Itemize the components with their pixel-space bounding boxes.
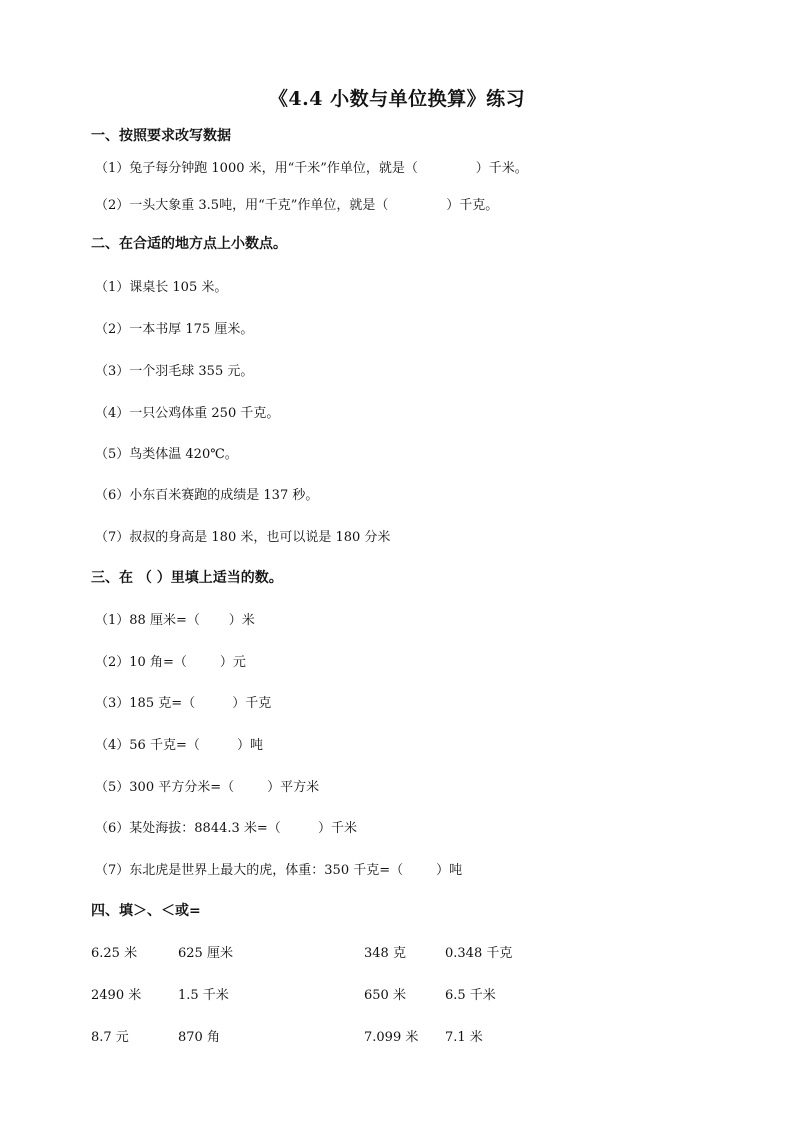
compare-r3-d: 7.1 米	[445, 1030, 483, 1045]
section-2-item-3: （3）一个羽毛球 355 元。	[95, 364, 254, 379]
section-3-item-7: （7）东北虎是世界上最大的虎，体重：350 千克=（ ）吨	[95, 863, 463, 878]
section-2-item-1: （1）课桌长 105 米。	[95, 280, 228, 295]
compare-r1-b: 625 厘米	[178, 946, 233, 961]
section-2-heading: 二、在合适的地方点上小数点。	[91, 236, 287, 252]
section-2-item-5: （5）鸟类体温 420℃。	[95, 447, 238, 462]
section-4-heading: 四、填＞、＜或=	[91, 903, 201, 919]
compare-r3-b: 870 角	[178, 1030, 220, 1045]
compare-r2-c: 650 米	[364, 988, 406, 1003]
section-3-item-4: （4）56 千克=（ ）吨	[95, 738, 264, 753]
section-2-item-2: （2）一本书厚 175 厘米。	[95, 322, 254, 337]
section-3-item-6: （6）某处海拔：8844.3 米=（ ）千米	[95, 821, 357, 836]
section-3-item-3: （3）185 克=（ ）千克	[95, 696, 272, 711]
compare-r2-d: 6.5 千米	[445, 988, 496, 1003]
section-3-item-2: （2）10 角=（ ）元	[95, 655, 246, 670]
section-3-item-1: （1）88 厘米=（ ）米	[95, 613, 255, 628]
section-2-item-4: （4）一只公鸡体重 250 千克。	[95, 406, 280, 421]
section-3-heading: 三、在 （ ）里填上适当的数。	[91, 570, 283, 586]
compare-r3-c: 7.099 米	[364, 1030, 419, 1045]
section-1-heading: 一、按照要求改写数据	[91, 128, 231, 144]
compare-r2-b: 1.5 千米	[178, 988, 229, 1003]
section-2-item-7: （7）叔叔的身高是 180 米，也可以说是 180 分米	[95, 530, 391, 545]
compare-r1-a: 6.25 米	[91, 946, 138, 961]
section-1-item-1: （1）兔子每分钟跑 1000 米，用“千米”作单位，就是（ ）千米。	[95, 161, 528, 176]
compare-r3-a: 8.7 元	[91, 1030, 129, 1045]
page-title: 《4.4 小数与单位换算》练习	[268, 88, 526, 110]
compare-r1-c: 348 克	[364, 946, 406, 961]
compare-r2-a: 2490 米	[91, 988, 142, 1003]
section-2-item-6: （6）小东百米赛跑的成绩是 137 秒。	[95, 488, 319, 503]
section-1-item-2: （2）一头大象重 3.5吨，用“千克”作单位，就是（ ）千克。	[95, 198, 499, 213]
compare-r1-d: 0.348 千克	[445, 946, 513, 961]
section-3-item-5: （5）300 平方分米=（ ）平方米	[95, 780, 320, 795]
